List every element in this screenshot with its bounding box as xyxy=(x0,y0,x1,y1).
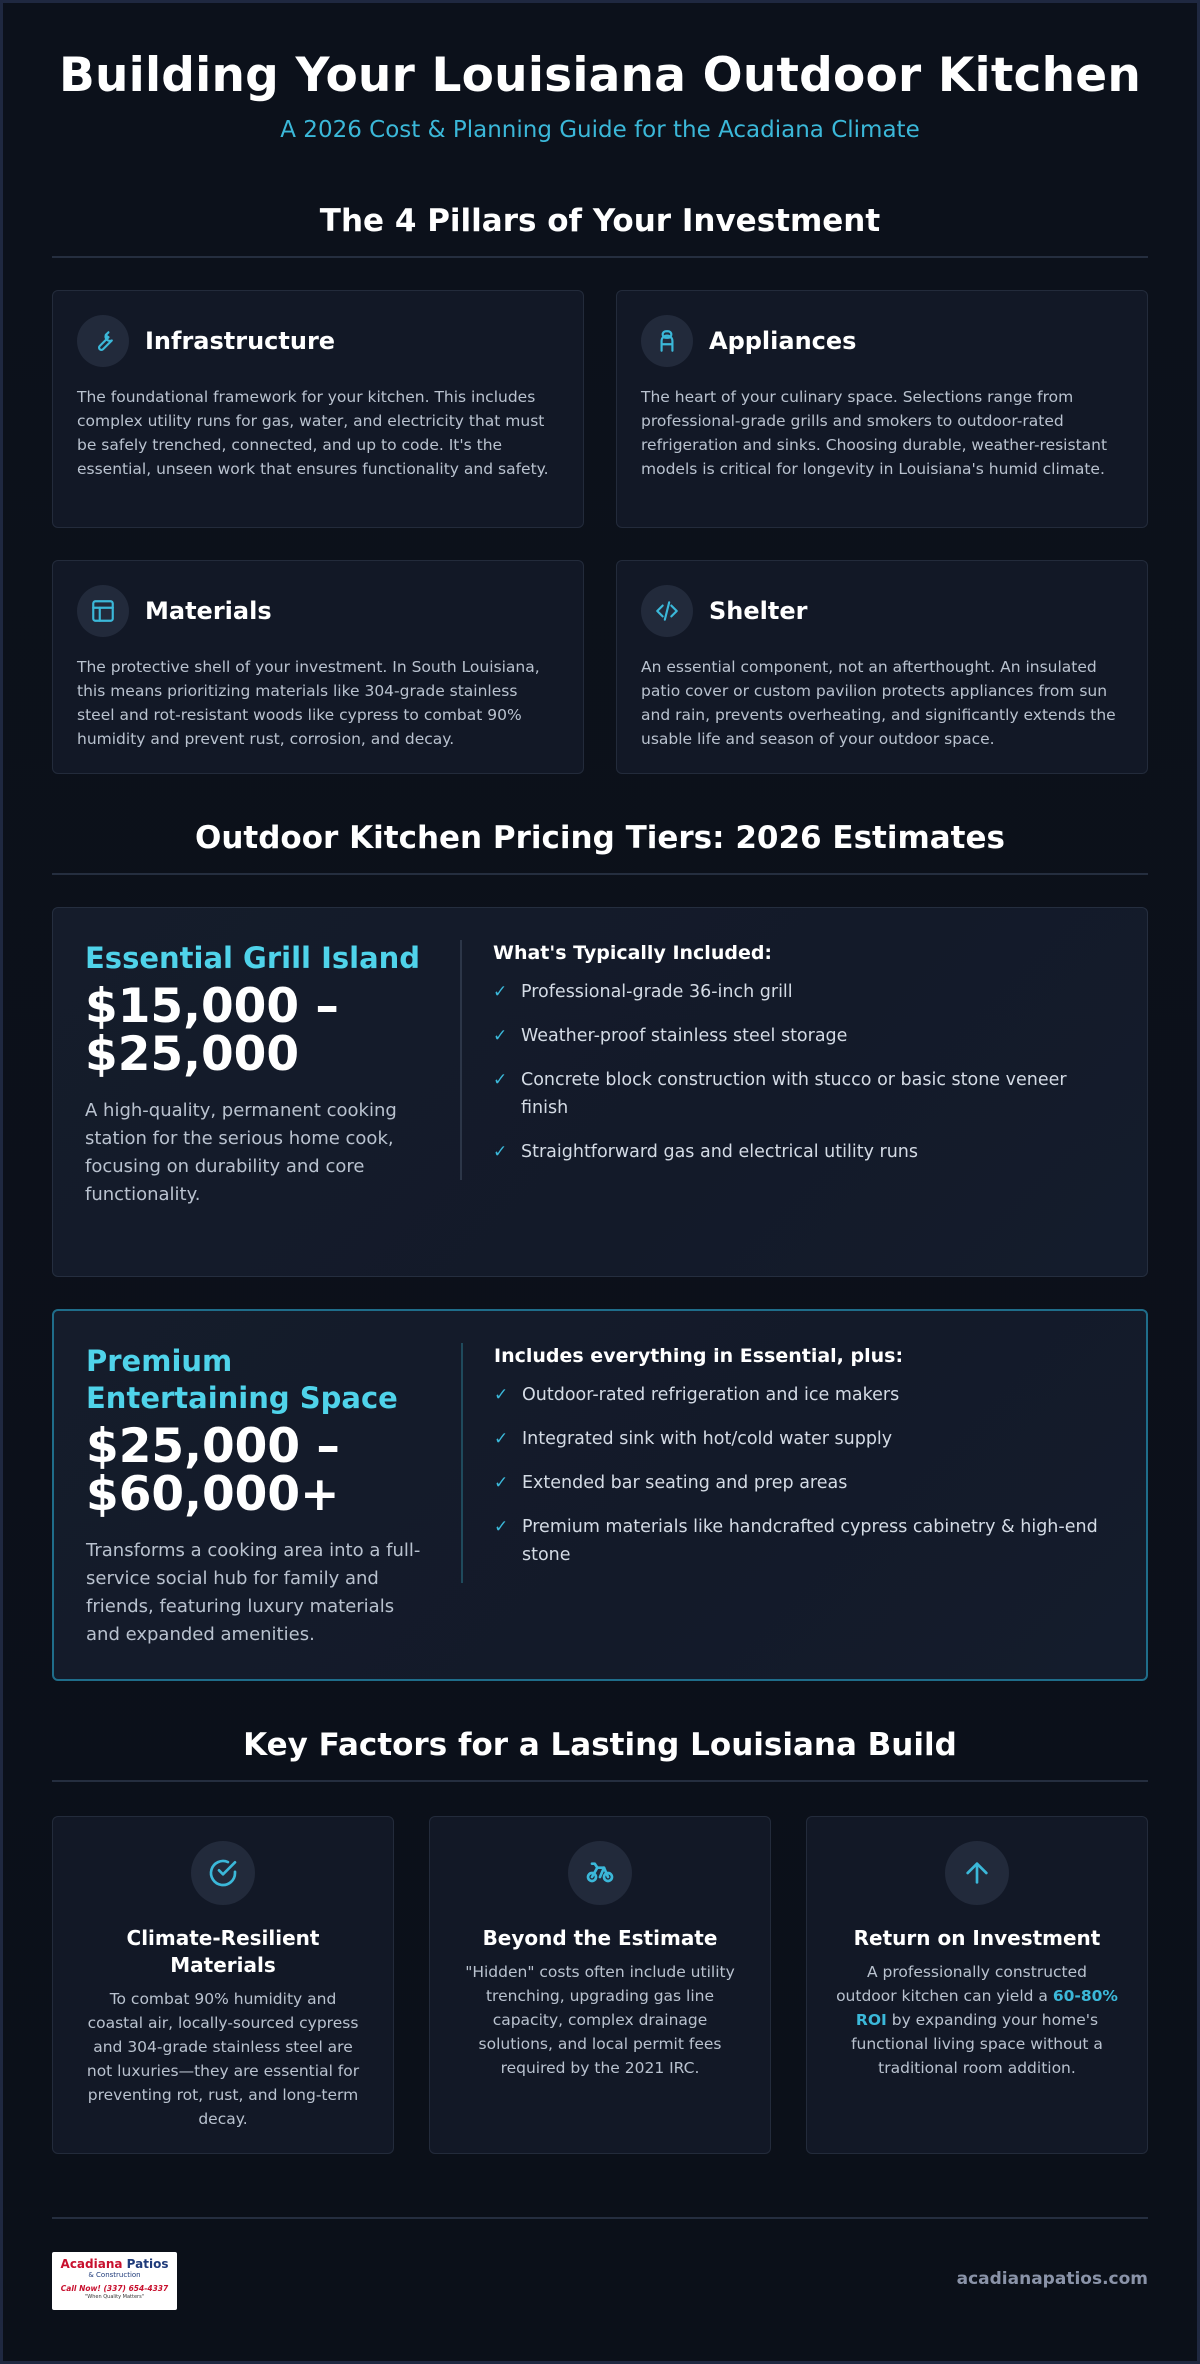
check-icon: ✓ xyxy=(494,1385,509,1405)
pillar-card-shelter xyxy=(616,560,1148,774)
factors-section-title: Key Factors for a Lasting Louisiana Build xyxy=(243,1727,957,1763)
factor-card-estimate xyxy=(429,1816,771,2154)
pillar-text: The heart of your culinary space. Selections range from professional-grade grills and smokers to outdoor-rated refrigeration and sinks. Choosing durable, weather-resistant models is critical for longevity in Louisiana's humid climate. xyxy=(641,388,1108,478)
tier-card-premium xyxy=(52,1309,1148,1681)
factor-card-climate xyxy=(52,1816,394,2154)
layout-icon xyxy=(77,585,129,637)
included-heading: What's Typically Included: xyxy=(493,942,773,964)
check-icon: ✓ xyxy=(493,1142,508,1162)
company-logo[interactable]: Acadiana Patios & Construction Call Now! (337) 654-4337 "When Quality Matters" xyxy=(52,2252,177,2310)
pillars-divider xyxy=(52,256,1148,258)
list-item: ✓ Outdoor-rated refrigeration and ice makers xyxy=(494,1381,1114,1409)
factor-title: Climate-Resilient Materials xyxy=(126,1926,320,1977)
list-item: ✓ Professional-grade 36-inch grill xyxy=(493,978,1113,1006)
footer-divider xyxy=(52,2217,1148,2219)
list-item: ✓ Concrete block construction with stucco or basic stone veneer finish xyxy=(493,1066,1113,1122)
list-item: ✓ Premium materials like handcrafted cypress cabinetry & high-end stone xyxy=(494,1513,1114,1569)
tier-divider xyxy=(461,1343,463,1583)
check-icon: ✓ xyxy=(494,1429,509,1449)
check-icon: ✓ xyxy=(493,982,508,1002)
check-icon: ✓ xyxy=(493,1026,508,1046)
tier-card-essential xyxy=(52,907,1148,1277)
tier-description: Transforms a cooking area into a full-service social hub for family and friends, featuring luxury materials and expanded amenities. xyxy=(86,1540,421,1645)
tier-divider xyxy=(460,940,462,1180)
pillar-text: The protective shell of your investment. In South Louisiana, this means prioritizing materials like 304-grade stainless steel and rot-resistant woods like cypress to combat 90% humidity and prevent rust, corrosion, and decay. xyxy=(77,658,540,748)
pillar-card-appliances xyxy=(616,290,1148,528)
list-item: ✓ Weather-proof stainless steel storage xyxy=(493,1022,1113,1050)
page-title: Building Your Louisiana Outdoor Kitchen xyxy=(59,48,1141,103)
pillar-card-materials xyxy=(52,560,584,774)
factor-title: Beyond the Estimate xyxy=(482,1926,718,1950)
arrow-up-icon xyxy=(945,1841,1009,1905)
factor-text: A professionally constructed outdoor kitchen can yield a 60-80% ROI by expanding your home's functional living space without a traditional room addition. xyxy=(836,1963,1118,2077)
pillar-title: Infrastructure xyxy=(145,327,336,355)
factor-text: "Hidden" costs often include utility trenching, upgrading gas line capacity, complex drainage solutions, and local permit fees required by the 2021 IRC. xyxy=(465,1963,735,2077)
included-list xyxy=(494,1381,1114,1569)
pillars-section-title: The 4 Pillars of Your Investment xyxy=(319,203,881,239)
bicycle-icon xyxy=(568,1841,632,1905)
pillar-title: Shelter xyxy=(709,597,808,625)
pricing-divider xyxy=(52,873,1148,875)
pillar-title: Materials xyxy=(145,597,272,625)
tier-price: $15,000 – $25,000 xyxy=(85,979,339,1082)
page-subtitle: A 2026 Cost & Planning Guide for the Acadiana Climate xyxy=(280,117,920,143)
check-icon: ✓ xyxy=(494,1473,509,1493)
factors-divider xyxy=(52,1780,1148,1782)
pillar-text: The foundational framework for your kitchen. This includes complex utility runs for gas, water, and electricity that must be safely trenched, connected, and up to code. It's the essential, unseen work that ensures functionality and safety. xyxy=(77,388,549,478)
check-icon: ✓ xyxy=(494,1517,509,1537)
factor-title: Return on Investment xyxy=(853,1926,1101,1950)
tier-price: $25,000 – $60,000+ xyxy=(86,1419,340,1522)
list-item: ✓ Extended bar seating and prep areas xyxy=(494,1469,1114,1497)
included-heading: Includes everything in Essential, plus: xyxy=(494,1345,904,1367)
tier-name: Premium Entertaining Space xyxy=(86,1344,398,1415)
pillar-title: Appliances xyxy=(709,327,857,355)
header xyxy=(0,48,1200,143)
pricing-section-title: Outdoor Kitchen Pricing Tiers: 2026 Estimates xyxy=(195,820,1005,856)
website-link[interactable]: acadianapatios.com xyxy=(956,2269,1148,2289)
pillar-card-infrastructure xyxy=(52,290,584,528)
code-icon xyxy=(641,585,693,637)
tier-description: A high-quality, permanent cooking station for the serious home cook, focusing on durability and core functionality. xyxy=(85,1100,397,1205)
check-icon: ✓ xyxy=(493,1070,508,1090)
tier-name: Essential Grill Island xyxy=(85,941,421,975)
pillar-text: An essential component, not an afterthought. An insulated patio cover or custom pavilion protects appliances from sun and rain, prevents overheating, and significantly extends the usable life and season of your outdoor space. xyxy=(641,658,1116,748)
factor-card-roi xyxy=(806,1816,1148,2154)
factor-text: To combat 90% humidity and coastal air, locally-sourced cypress and 304-grade stainless steel are not luxuries—they are essential for preventing rot, rust, and long-term decay. xyxy=(86,1990,360,2128)
included-list xyxy=(493,978,1113,1166)
check-circle-icon xyxy=(191,1841,255,1905)
roi-highlight: 60-80% ROI xyxy=(855,1987,1118,2029)
appliance-icon xyxy=(641,315,693,367)
list-item: ✓ Integrated sink with hot/cold water supply xyxy=(494,1425,1114,1453)
list-item: ✓ Straightforward gas and electrical utility runs xyxy=(493,1138,1113,1166)
wrench-icon xyxy=(77,315,129,367)
